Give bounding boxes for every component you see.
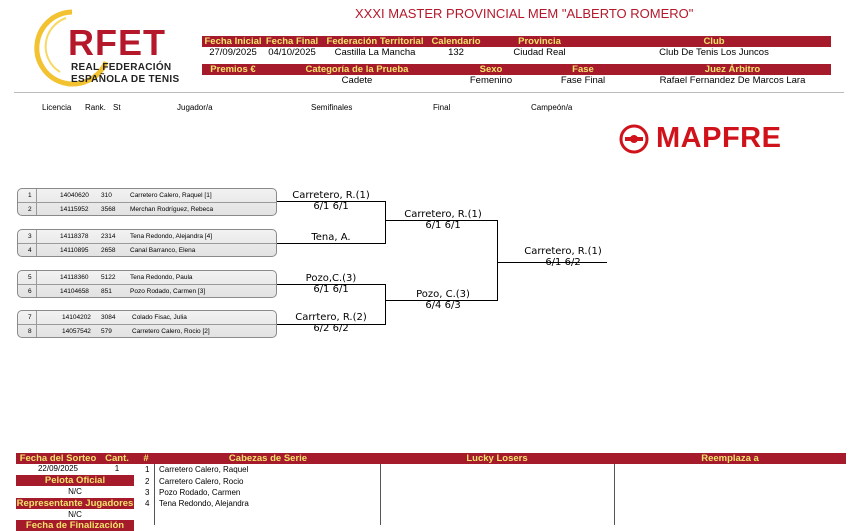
player-licencia: 14115952	[60, 206, 89, 213]
info-header-row-1	[202, 36, 831, 47]
info-header-row-2	[202, 64, 831, 75]
player-num: 3	[28, 233, 32, 240]
semi-winner-2: Pozo, C.(3)	[416, 289, 470, 300]
representante-value: N/C	[68, 510, 82, 519]
player-name: Carretero Calero, Raquel [1]	[130, 192, 212, 199]
r1-winner-2: Tena, A.	[311, 232, 351, 243]
val-sexo: Femenino	[469, 75, 513, 86]
seed-num: 3	[145, 488, 150, 497]
sorteo-label: Fecha del Sorteo	[16, 453, 100, 464]
val-categoria: Cadete	[341, 75, 373, 86]
player-rank: 3084	[101, 314, 116, 321]
sorteo-date: 22/09/2025	[37, 464, 79, 473]
player-name: Carretero Calero, Rocio [2]	[132, 328, 210, 335]
hdr-federacion: Federación Territorial	[326, 36, 424, 47]
player-row	[18, 244, 276, 257]
logo-line2: ESPAÑOLA DE TENIS	[71, 74, 180, 85]
semi-winner-1: Carretero, R.(1)	[404, 209, 482, 220]
col-rank: Rank.	[85, 103, 106, 112]
player-rank: 310	[101, 192, 112, 199]
hdr-juez: Juez Árbitro	[704, 64, 761, 75]
player-num: 8	[28, 328, 32, 335]
player-row	[18, 325, 276, 338]
semi-score-1: 6/1 6/1	[425, 220, 461, 231]
semi-score-2: 6/4 6/3	[425, 300, 461, 311]
seed-name: Pozo Rodado, Carmen	[159, 488, 241, 497]
seed-num: 2	[145, 477, 150, 486]
hdr-club: Club	[703, 36, 725, 47]
val-fecha-final: 04/10/2025	[268, 47, 316, 58]
player-row	[18, 311, 276, 324]
player-name: Tena Redondo, Alejandra [4]	[130, 233, 213, 240]
logo-line1: REAL FEDERACIÓN	[71, 62, 172, 73]
player-name: Canal Barranco, Elena	[130, 247, 196, 254]
player-rank: 851	[101, 288, 112, 295]
player-name: Merchan Rodríguez, Rebeca	[130, 206, 214, 213]
player-name: Colado Fisac, Julia	[132, 314, 187, 321]
cabezas-label: Cabezas de Serie	[228, 453, 308, 464]
hdr-sexo: Sexo	[479, 64, 503, 75]
col-licencia: Licencia	[42, 103, 72, 112]
player-num: 5	[28, 274, 32, 281]
hash-label: #	[143, 453, 149, 464]
seed-name: Tena Redondo, Alejandra	[159, 499, 249, 508]
player-num: 1	[28, 192, 32, 199]
r1-winner-4: Carrtero, R.(2)	[295, 312, 367, 323]
player-num: 7	[28, 314, 32, 321]
col-st: St	[113, 103, 121, 112]
player-licencia: 14118378	[60, 233, 89, 240]
player-num: 4	[28, 247, 32, 254]
draw-pair-1	[17, 188, 277, 216]
column-separator	[380, 464, 381, 525]
val-fase: Fase Final	[560, 75, 606, 86]
val-provincia: Ciudad Real	[513, 47, 566, 58]
val-club: Club De Tenis Los Juncos	[659, 47, 769, 58]
sponsor-name: MAPFRE	[656, 122, 782, 154]
bracket-line	[497, 220, 498, 301]
player-num: 6	[28, 288, 32, 295]
player-licencia: 14104202	[62, 314, 91, 321]
draw-pair-3	[17, 270, 277, 298]
r1-score-1: 6/1 6/1	[313, 201, 349, 212]
player-name: Pozo Rodado, Carmen [3]	[130, 288, 206, 295]
val-premios	[202, 75, 264, 87]
column-separator	[154, 464, 155, 525]
column-separator	[614, 464, 615, 525]
champion-name: Carretero, R.(1)	[524, 246, 602, 257]
rfet-logo	[30, 6, 180, 90]
player-licencia: 14110895	[60, 247, 89, 254]
player-name: Tena Redondo, Paula	[130, 274, 193, 281]
tournament-title: XXXI MASTER PROVINCIAL MEM "ALBERTO ROMERO"	[355, 6, 694, 21]
seed-name: Carretero Calero, Rocio	[159, 477, 244, 486]
bracket-line	[385, 284, 386, 325]
r1-winner-3: Pozo,C.(3)	[305, 273, 357, 284]
player-row	[18, 189, 276, 202]
player-rank: 3568	[101, 206, 116, 213]
col-campeon: Campeón/a	[531, 103, 573, 112]
player-row	[18, 285, 276, 298]
hdr-fecha-inicial: Fecha Inicial	[204, 36, 262, 47]
player-row	[18, 203, 276, 216]
representante-label: Representante Jugadores	[16, 498, 134, 509]
cant-label: Cant.	[100, 453, 134, 464]
sponsor-logo	[618, 122, 828, 154]
logo-abbr: RFET	[68, 22, 166, 63]
col-jugador: Jugador/a	[177, 103, 213, 112]
r1-score-4: 6/2 6/2	[313, 323, 349, 334]
player-licencia: 14118360	[60, 274, 89, 281]
val-juez: Rafael Fernandez De Marcos Lara	[659, 75, 806, 86]
pelota-label: Pelota Oficial	[16, 475, 134, 486]
header-divider	[14, 92, 844, 93]
reemplaza-label: Reemplaza a	[701, 453, 759, 464]
player-rank: 2658	[101, 247, 116, 254]
player-num: 2	[28, 206, 32, 213]
finalizacion-label: Fecha de Finalización	[16, 520, 134, 531]
seed-num: 1	[145, 465, 150, 474]
hdr-provincia: Provincia	[518, 36, 561, 47]
player-licencia: 14040620	[60, 192, 89, 199]
seed-name: Carretero Calero, Raquel	[159, 465, 249, 474]
draw-pair-2	[17, 229, 277, 257]
hdr-fecha-final: Fecha Final	[265, 36, 319, 47]
player-row	[18, 271, 276, 284]
val-calendario: 132	[448, 47, 464, 58]
val-federacion: Castilla La Mancha	[334, 47, 416, 58]
lucky-label: Lucky Losers	[466, 453, 528, 464]
player-row	[18, 230, 276, 243]
draw-pair-4	[17, 310, 277, 338]
player-licencia: 14104658	[60, 288, 89, 295]
pelota-value: N/C	[68, 487, 82, 496]
col-semifinales: Semifinales	[311, 103, 353, 112]
hdr-premios: Premios €	[210, 64, 256, 75]
hdr-categoria: Categoría de la Prueba	[305, 64, 409, 75]
hdr-fase: Fase	[572, 64, 594, 75]
cant-value: 1	[114, 464, 120, 473]
final-score: 6/1 6/2	[545, 257, 581, 268]
player-licencia: 14057542	[62, 328, 91, 335]
col-final: Final	[433, 103, 451, 112]
mapfre-emblem-icon	[618, 123, 650, 155]
hdr-calendario: Calendario	[431, 36, 481, 47]
r1-winner-1: Carretero, R.(1)	[292, 190, 370, 201]
player-rank: 5122	[101, 274, 116, 281]
r1-score-3: 6/1 6/1	[313, 284, 349, 295]
seed-num: 4	[145, 499, 150, 508]
bracket-line	[277, 243, 385, 244]
val-fecha-inicial: 27/09/2025	[209, 47, 257, 58]
bracket-line	[385, 201, 386, 244]
player-rank: 2314	[101, 233, 116, 240]
player-rank: 579	[101, 328, 112, 335]
